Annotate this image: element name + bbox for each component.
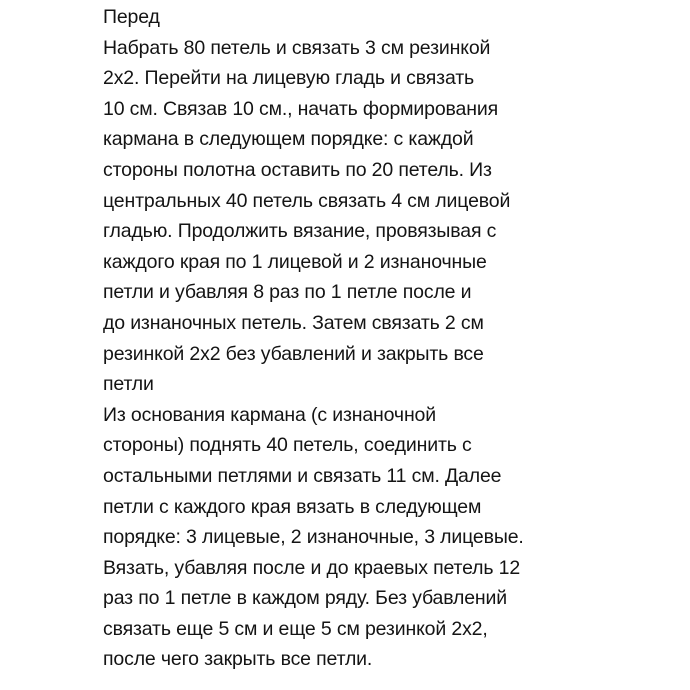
text-line: раз по 1 петле в каждом ряду. Без убавлений xyxy=(103,587,508,610)
text-line: Набрать 80 петель и связать 3 см резинкой xyxy=(103,36,491,59)
text-line: остальными петлями и связать 11 см. Далее xyxy=(103,464,502,487)
text-line: каждого края по 1 лицевой и 2 изнаночные xyxy=(103,250,487,273)
knitting-instructions-text xyxy=(103,2,688,675)
text-line: порядке: 3 лицевые, 2 изнаночные, 3 лицевые. xyxy=(103,526,524,549)
text-line: гладью. Продолжить вязание, провязывая с xyxy=(103,220,497,243)
text-line: центральных 40 петель связать 4 см лицевой xyxy=(103,189,511,212)
text-line: резинкой 2х2 без убавлений и закрыть все xyxy=(103,342,484,365)
text-line: кармана в следующем порядке: с каждой xyxy=(103,128,474,151)
text-line: Вязать, убавляя после и до краевых петель 12 xyxy=(103,556,521,579)
text-line: петли с каждого края вязать в следующем xyxy=(103,495,482,518)
text-line: стороны) поднять 40 петель, соединить с xyxy=(103,434,472,457)
text-line: связать еще 5 см и еще 5 см резинкой 2х2, xyxy=(103,617,488,640)
text-line: до изнаночных петель. Затем связать 2 см xyxy=(103,311,484,334)
text-line: 2х2. Перейти на лицевую гладь и связать xyxy=(103,67,475,90)
text-line: петли xyxy=(103,373,154,396)
text-line: петли и убавляя 8 раз по 1 петле после и xyxy=(103,281,472,304)
text-line: стороны полотна оставить по 20 петель. Из xyxy=(103,158,492,181)
section-title: Перед xyxy=(103,6,160,28)
text-line: после чего закрыть все петли. xyxy=(103,648,373,671)
text-line: Из основания кармана (с изнаночной xyxy=(103,403,436,426)
text-line: 10 см. Связав 10 см., начать формирования xyxy=(103,97,499,120)
